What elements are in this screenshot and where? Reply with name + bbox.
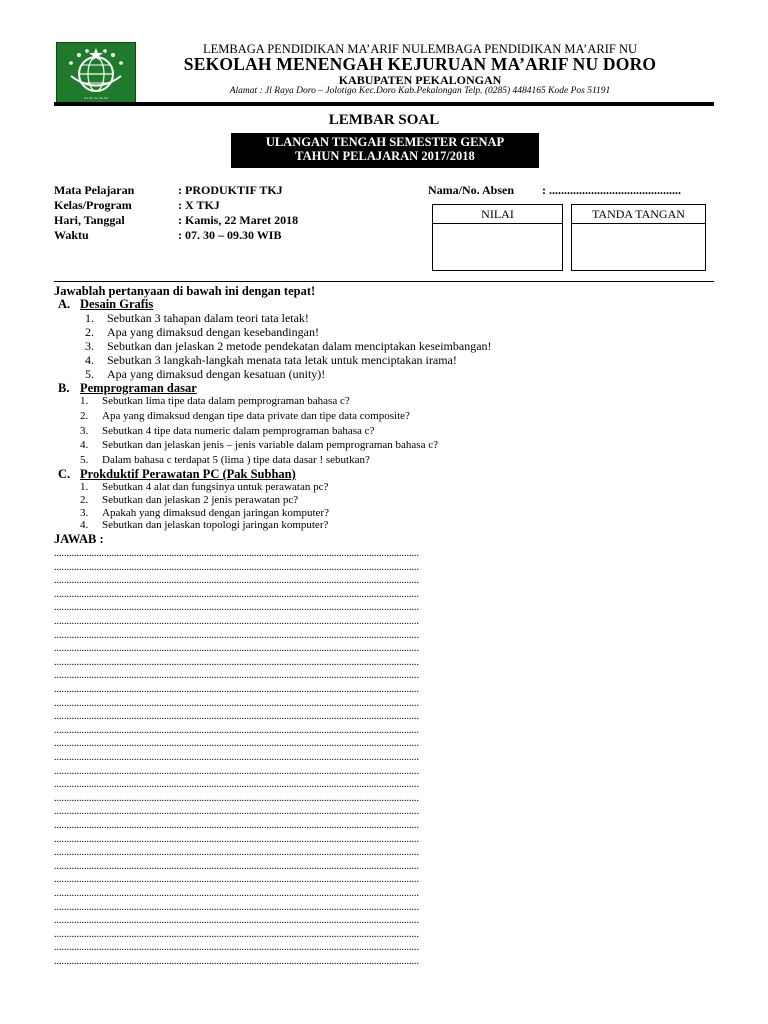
question-item: 2. Sebutkan dan jelaskan 2 jenis perawatan pc? <box>80 494 299 506</box>
question-item: 1. Sebutkan lima tipe data dalam pemprograman bahasa c? <box>80 395 350 407</box>
answer-line[interactable]: .................................................................................................................................................. <box>54 765 419 777</box>
answer-line[interactable]: .................................................................................................................................................. <box>54 629 419 641</box>
signature-box[interactable] <box>571 204 706 271</box>
question-item: 1. Sebutkan 4 alat dan fungsinya untuk perawatan pc? <box>80 481 329 493</box>
question-item: 2. Apa yang dimaksud dengan kesebandingan! <box>85 325 319 339</box>
answer-line[interactable]: .................................................................................................................................................. <box>54 833 419 845</box>
answer-line[interactable]: .................................................................................................................................................. <box>54 724 419 736</box>
student-name-label: Nama/No. Absen <box>428 183 515 197</box>
school-name: SEKOLAH MENENGAH KEJURUAN MA’ARIF NU DORO <box>183 54 657 74</box>
subject-label: Mata Pelajaran <box>54 183 135 197</box>
section-title: Pemprograman dasar <box>80 381 197 395</box>
answer-line[interactable]: .................................................................................................................................................. <box>54 752 419 763</box>
answer-line[interactable]: .................................................................................................................................................. <box>54 656 419 668</box>
exam-title-box <box>231 133 539 168</box>
question-item: 5. Dalam bahasa c terdapat 5 (lima ) tipe data dasar ! sebutkan? <box>80 454 370 466</box>
time-label: Waktu <box>54 228 89 242</box>
signature-box-header: TANDA TANGAN <box>572 205 705 224</box>
question-item: 4. Sebutkan 3 langkah-langkah menata tata letak untuk menciptakan irama! <box>85 353 457 367</box>
foundation-name: LEMBAGA PENDIDIKAN MA’ARIF NULEMBAGA PENDIDIKAN MA’ARIF NU <box>202 42 638 56</box>
answer-line[interactable]: .................................................................................................................................................. <box>54 888 419 899</box>
answer-line[interactable]: .................................................................................................................................................. <box>54 602 419 614</box>
date-label: Hari, Tanggal <box>54 213 125 227</box>
class-value: : X TKJ <box>178 198 220 212</box>
score-box-header: NILAI <box>433 205 562 224</box>
answer-line[interactable]: .................................................................................................................................................. <box>54 847 419 859</box>
page-title: LEMBAR SOAL <box>328 112 440 128</box>
answer-label: JAWAB : <box>54 532 104 546</box>
nu-globe-icon <box>57 43 135 103</box>
instruction: Jawablah pertanyaan di bawah ini dengan tepat! <box>54 284 316 298</box>
answer-line[interactable]: .................................................................................................................................................. <box>54 942 419 954</box>
answer-line[interactable]: .................................................................................................................................................. <box>54 588 419 600</box>
question-item: 1. Sebutkan 3 tahapan dalam teori tata letak! <box>85 311 309 325</box>
answer-line[interactable]: .................................................................................................................................................. <box>54 561 419 573</box>
answer-line[interactable]: .................................................................................................................................................. <box>54 901 419 913</box>
header-divider <box>54 102 714 106</box>
section-letter: B. <box>58 381 70 395</box>
class-label: Kelas/Program <box>54 198 132 212</box>
answer-line[interactable]: .................................................................................................................................................. <box>54 928 419 940</box>
question-item: 3. Sebutkan 4 tipe data numeric dalam pemprograman bahasa c? <box>80 425 375 437</box>
answer-line[interactable]: .................................................................................................................................................. <box>54 616 419 627</box>
answer-line[interactable]: .................................................................................................................................................. <box>54 711 419 723</box>
subject-value: : PRODUKTIF TKJ <box>178 183 283 197</box>
score-box[interactable] <box>432 204 563 271</box>
answer-line[interactable]: .................................................................................................................................................. <box>54 738 419 750</box>
answer-line[interactable]: .................................................................................................................................................. <box>54 792 419 804</box>
answer-line[interactable]: .................................................................................................................................................. <box>54 779 419 791</box>
section-title: Desain Grafis <box>80 297 154 311</box>
answer-line[interactable]: .................................................................................................................................................. <box>54 670 419 682</box>
date-value: : Kamis, 22 Maret 2018 <box>178 213 299 227</box>
section-b-heading <box>58 381 197 396</box>
answer-line[interactable]: .................................................................................................................................................. <box>54 684 419 695</box>
section-a-heading <box>58 297 153 312</box>
regency-name: KABUPATEN PEKALONGAN <box>338 73 502 87</box>
answer-line[interactable]: .................................................................................................................................................. <box>54 697 419 709</box>
answer-line[interactable]: .................................................................................................................................................. <box>54 548 419 559</box>
question-item: 5. Apa yang dimaksud dengan kesatuan (unity)! <box>85 367 326 381</box>
section-letter: A. <box>58 297 71 311</box>
section-c-heading <box>58 467 296 482</box>
answer-line[interactable]: .................................................................................................................................................. <box>54 806 419 818</box>
student-name-field[interactable]: : ............................................ <box>542 183 681 197</box>
section-title: Prokduktif Perawatan PC (Pak Subhan) <box>80 467 296 481</box>
exam-title-line2: TAHUN PELAJARAN 2017/2018 <box>295 149 475 163</box>
question-item: 2. Apa yang dimaksud dengan tipe data private dan tipe data composite? <box>80 410 410 422</box>
school-address: Alamat : Jl Raya Doro – Jolotigo Kec.Doro Kab.Pekalongan Telp. (0285) 4484165 Kode Pos 51191 <box>229 86 611 96</box>
time-value: : 07. 30 – 09.30 WIB <box>178 228 282 242</box>
question-item: 4. Sebutkan dan jelaskan topologi jaringan komputer? <box>80 519 329 531</box>
answer-line[interactable]: .................................................................................................................................................. <box>54 956 419 967</box>
answer-line[interactable]: .................................................................................................................................................. <box>54 874 419 886</box>
answer-line[interactable]: .................................................................................................................................................. <box>54 860 419 872</box>
question-item: 3. Apakah yang dimaksud dengan jaringan komputer? <box>80 507 329 519</box>
answer-line[interactable]: .................................................................................................................................................. <box>54 820 419 831</box>
section-letter: C. <box>58 467 71 481</box>
question-item: 4. Sebutkan dan jelaskan jenis – jenis variable dalam pemprograman bahasa c? <box>80 439 438 451</box>
answer-line[interactable]: .................................................................................................................................................. <box>54 643 419 655</box>
school-logo <box>56 42 136 104</box>
answer-line[interactable]: .................................................................................................................................................. <box>54 915 419 927</box>
exam-title-line1: ULANGAN TENGAH SEMESTER GENAP <box>265 135 505 149</box>
svg-text:~~~~~: ~~~~~ <box>83 95 109 102</box>
question-item: 3. Sebutkan dan jelaskan 2 metode pendekatan dalam menciptakan keseimbangan! <box>85 339 492 353</box>
answer-line[interactable]: .................................................................................................................................................. <box>54 575 419 587</box>
section-divider <box>54 281 714 282</box>
